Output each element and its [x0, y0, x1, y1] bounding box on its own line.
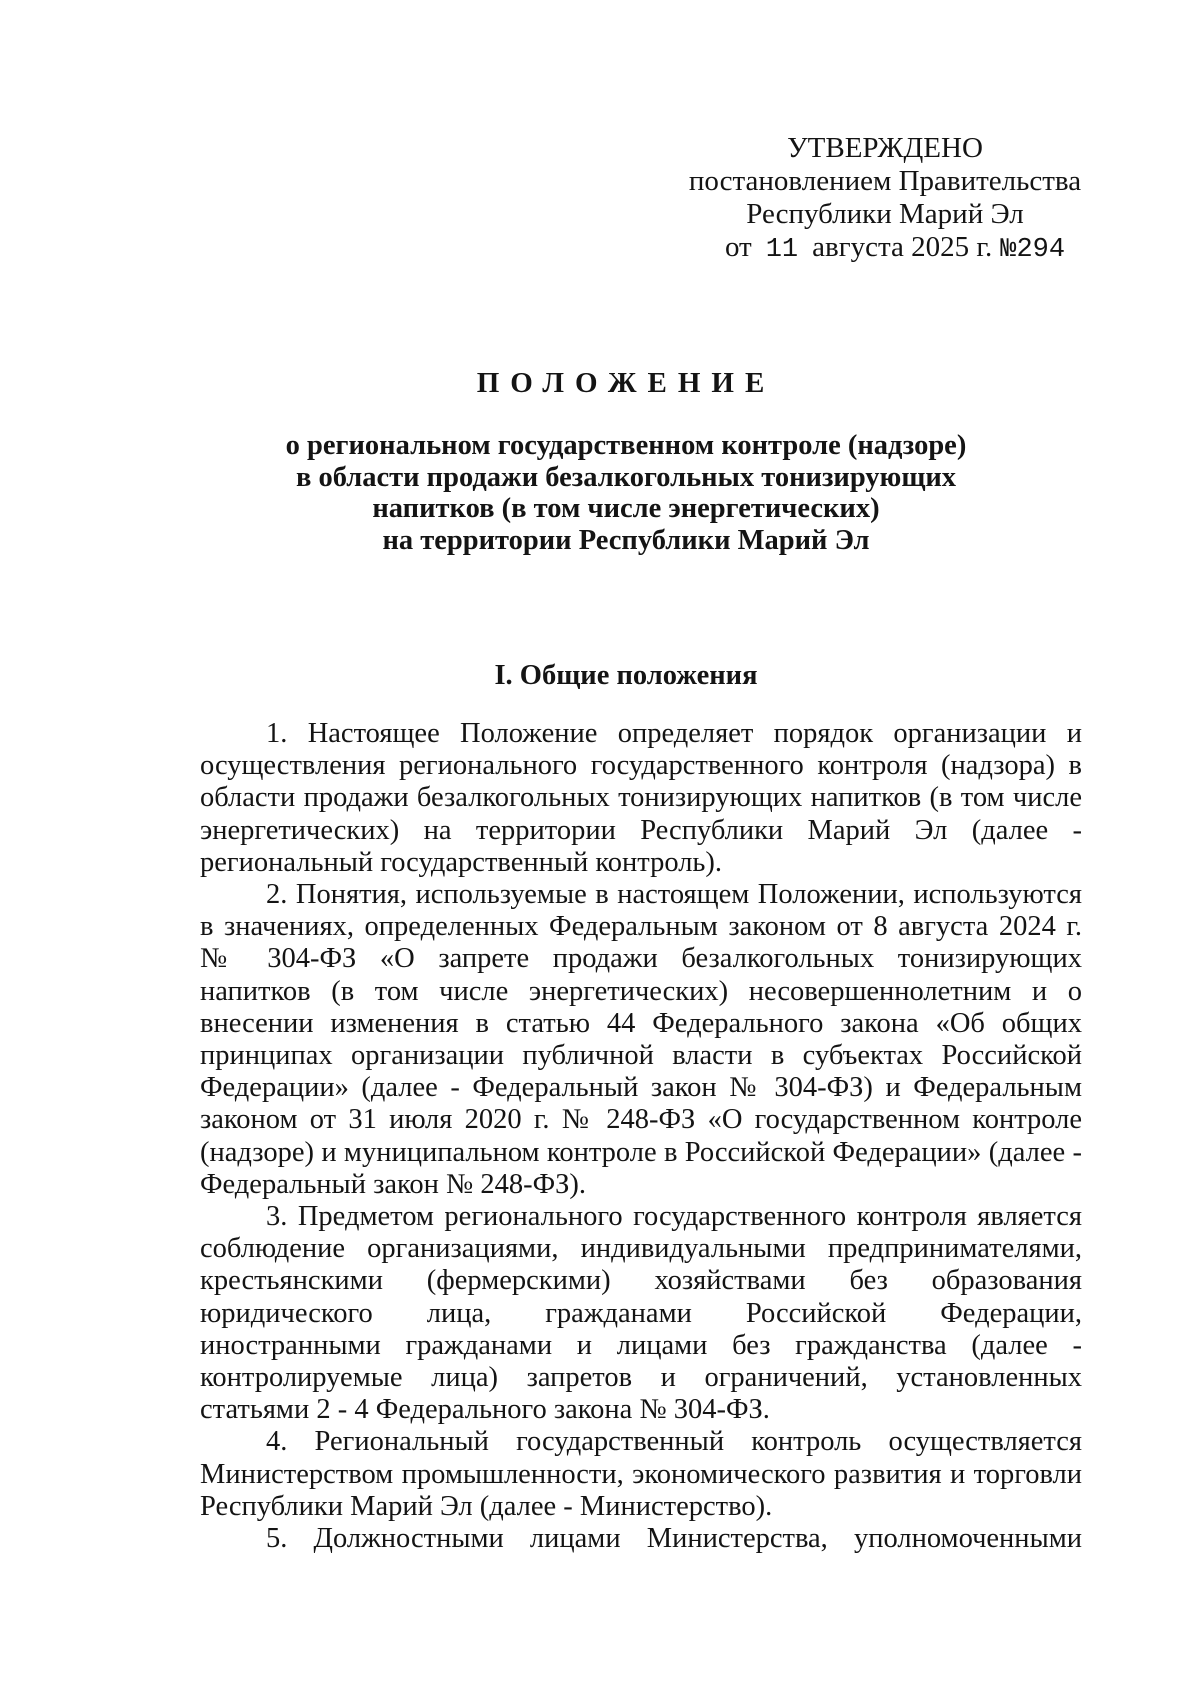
approval-authority: постановлением Правительства	[688, 165, 1082, 197]
document-body	[200, 718, 1082, 1555]
approval-stamp	[685, 132, 1085, 264]
document-title: ПОЛОЖЕНИЕ	[476, 367, 776, 399]
paragraph-1: 1. Настоящее Положение определяет порядок организации и осуществления регионального государственного контроля (надзора) в области продажи безалкогольных тонизирующих напитков (в том числе энергетических) на территории Республики Марий Эл (далее - региональный государственный контроль).	[200, 718, 1082, 878]
paragraph-3: 3. Предметом регионального государственного контроля является соблюдение организациями, индивидуальными предпринимателями, крестьянскими (фермерскими) хозяйствами без образования юридического лица, гражданами Российской Федерации, иностранными гражданами и лицами без гражданства (далее - контролируемые лица) запретов и ограничений, установленных статьями 2 - 4 Федерального закона № 304-ФЗ.	[200, 1201, 1082, 1426]
subtitle-line: о региональном государственном контроле (надзоре)	[285, 430, 967, 461]
subtitle-line: напитков (в том числе энергетических)	[372, 493, 880, 524]
date-month-year: августа 2025 г.	[812, 231, 993, 263]
approval-republic: Республики Марий Эл	[746, 198, 1024, 230]
decree-number: №294	[1000, 235, 1066, 265]
date-prefix: от	[724, 231, 752, 263]
paragraph-4: 4. Региональный государственный контроль осуществляется Министерством промышленности, экономического развития и торговли Республики Марий Эл (далее - Министерство).	[200, 1426, 1082, 1522]
document-subtitle	[0, 430, 1200, 556]
section-heading: I. Общие положения	[494, 660, 758, 691]
paragraph-2: 2. Понятия, используемые в настоящем Положении, используются в значениях, определенных Федеральным законом от 8 августа 2024 г. № 304-ФЗ «О запрете продажи безалкогольных тонизирующих напитков (в том числе энергетических) несовершеннолетним и о внесении изменения в статью 44 Федерального закона «Об общих принципах организации публичной власти в субъектах Российской Федерации» (далее - Федеральный закон № 304-ФЗ) и Федеральным законом от 31 июля 2020 г. № 248-ФЗ «О государственном контроле (надзоре) и муниципальном контроле в Российской Федерации» (далее - Федеральный закон № 248-ФЗ).	[200, 879, 1082, 1200]
subtitle-line: на территории Республики Марий Эл	[382, 524, 870, 556]
date-day: 11	[765, 235, 799, 265]
approval-title: УТВЕРЖДЕНО	[787, 132, 983, 164]
subtitle-line: в области продажи безалкогольных тонизирующих	[295, 461, 957, 493]
approval-date-line	[695, 231, 1095, 264]
paragraph-5: 5. Должностными лицами Министерства, уполномоченными	[266, 1523, 1082, 1555]
